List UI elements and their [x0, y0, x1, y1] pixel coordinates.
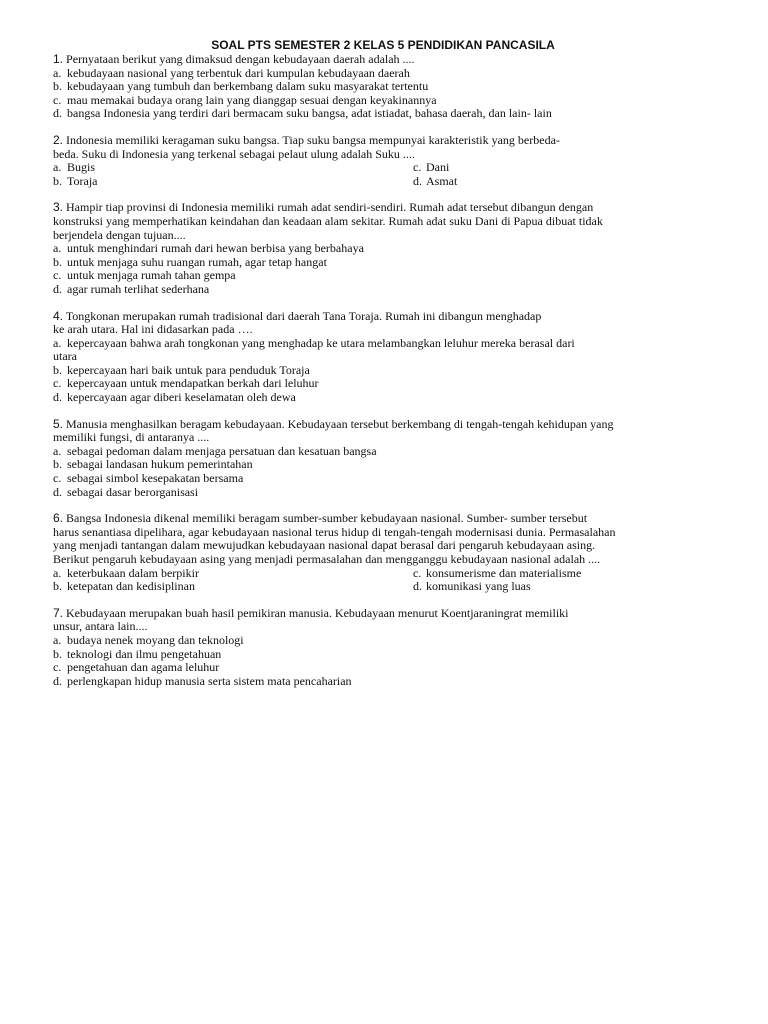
question-text: Kebudayaan merupakan buah hasil pemikiran manusia. Kebudayaan menurut Koentjaraningrat memiliki: [66, 605, 569, 620]
option-text: sebagai dasar berorganisasi: [67, 484, 199, 499]
document-title: SOAL PTS SEMESTER 2 KELAS 5 PENDIDIKAN PANCASILA: [211, 38, 555, 52]
option-a: [53, 67, 713, 81]
option-text: konsumerisme dan materialisme: [426, 565, 582, 580]
option-text: Toraja: [67, 173, 98, 188]
option-letter: b.: [53, 254, 62, 269]
question-number: 5.: [53, 416, 64, 431]
option-letter: b.: [53, 579, 62, 594]
option-text: sebagai pedoman dalam menjaga persatuan dan kesatuan bangsa: [67, 443, 377, 458]
option-letter: c.: [53, 92, 62, 107]
option-letter: d.: [413, 579, 422, 594]
option-letter: d.: [53, 390, 62, 405]
option-letter: d.: [413, 173, 422, 188]
option-letter: d.: [53, 484, 62, 499]
option-text: bangsa Indonesia yang terdiri dari bermacam suku bangsa, adat istiadat, bahasa daerah, dan lain- lain: [67, 106, 552, 121]
option-text: Bugis: [67, 160, 96, 175]
question-4-line-2: ke arah utara. Hal ini didasarkan pada ….: [53, 322, 253, 337]
option-text: kepercayaan untuk mendapatkan berkah dari leluhur: [67, 376, 319, 391]
question-5-line-1: [53, 418, 713, 432]
question-2: [53, 134, 713, 188]
option-b: [53, 458, 713, 472]
option-c: [53, 472, 713, 486]
option-b: [53, 80, 713, 94]
option-text: mau memakai budaya orang lain yang dianggap sesuai dengan keyakinannya: [67, 92, 437, 107]
question-6: [53, 512, 713, 594]
option-d: [53, 283, 713, 297]
option-b: [53, 364, 713, 378]
question-3-line-2: konstruksi yang memperhatikan keindahan dan keadaan alam sekitar. Rumah adat suku Dani di Papua dibuat tidak: [53, 213, 603, 228]
option-letter: a.: [53, 565, 62, 580]
option-text: Dani: [426, 160, 450, 175]
question-1: [53, 53, 713, 121]
question-5: [53, 418, 713, 500]
option-letter: b.: [53, 457, 62, 472]
question-text: Hampir tiap provinsi di Indonesia memiliki rumah adat sendiri-sendiri. Rumah adat tersebut dibangun dengan: [66, 200, 594, 215]
option-d: [53, 675, 713, 689]
option-letter: c.: [413, 160, 422, 175]
option-b: [53, 256, 713, 270]
question-2-line-1: [53, 134, 713, 148]
question-number: 1.: [53, 52, 64, 66]
question-number: 2.: [53, 132, 64, 147]
option-letter: c.: [53, 471, 62, 486]
question-7-line-2: unsur, antara lain....: [53, 619, 148, 634]
option-b: [53, 580, 413, 594]
question-1-line-1: [53, 53, 713, 67]
option-a: [53, 445, 713, 459]
option-text: kepercayaan agar diberi keselamatan oleh dewa: [67, 390, 296, 405]
option-grid: [53, 567, 713, 594]
question-6-line-1: [53, 512, 713, 526]
question-text: Pernyataan berikut yang dimaksud dengan kebudayaan daerah adalah ....: [66, 52, 415, 66]
question-6-line-2: harus senantiasa dipelihara, agar kebudayaan nasional terus hidup di tengah-tengah modernisasi dunia. Permasalahan: [53, 524, 616, 539]
option-b: [53, 175, 413, 189]
option-letter: c.: [53, 660, 62, 675]
option-grid: [53, 161, 713, 188]
option-d: [53, 391, 713, 405]
option-letter: c.: [413, 565, 422, 580]
option-text: kebudayaan yang tumbuh dan berkembang dalam suku masyarakat tertentu: [67, 79, 429, 94]
option-text: budaya nenek moyang dan teknologi: [67, 632, 244, 647]
option-a: [53, 337, 713, 351]
option-letter: d.: [53, 106, 62, 121]
option-text: sebagai landasan hukum pemerintahan: [67, 457, 253, 472]
option-d: [53, 107, 713, 121]
option-text: sebagai simbol kesepakatan bersama: [67, 471, 244, 486]
option-c: [53, 377, 713, 391]
option-letter: b.: [53, 362, 62, 377]
option-c: [413, 161, 713, 175]
option-text: ketepatan dan kedisiplinan: [67, 579, 195, 594]
option-text: agar rumah terlihat sederhana: [67, 281, 210, 296]
option-text: untuk menjaga suhu ruangan rumah, agar tetap hangat: [67, 254, 327, 269]
question-6-line-3: yang menjadi tantangan dalam mewujudkan kebudayaan nasional dapat berasal dari pengaruh kebudayaan asing.: [53, 538, 596, 553]
option-text: keterbukaan dalam berpikir: [67, 565, 199, 580]
question-3: [53, 201, 713, 296]
option-letter: a.: [53, 241, 62, 256]
option-d: [413, 175, 713, 189]
question-4-line-1: [53, 310, 713, 324]
question-text: Bangsa Indonesia dikenal memiliki beragam sumber-sumber kebudayaan nasional. Sumber- sumber tersebut: [66, 511, 588, 526]
option-letter: a.: [53, 632, 62, 647]
option-letter: c.: [53, 268, 62, 283]
option-c: [53, 269, 713, 283]
option-d: [413, 580, 713, 594]
option-text: kepercayaan hari baik untuk para penduduk Toraja: [67, 362, 310, 377]
question-7: [53, 607, 713, 689]
option-text: kepercayaan bahwa arah tongkonan yang menghadap ke utara melambangkan leluhur mereka berasal dari: [67, 335, 575, 350]
option-c: [53, 94, 713, 108]
question-text: Indonesia memiliki keragaman suku bangsa. Tiap suku bangsa mempunyai karakteristik yang berbeda-: [66, 132, 560, 147]
option-text: pengetahuan dan agama leluhur: [67, 660, 220, 675]
question-2-line-2: beda. Suku di Indonesia yang terkenal sebagai pelaut ulung adalah Suku ....: [53, 146, 415, 161]
option-a: [53, 567, 413, 581]
option-text: kebudayaan nasional yang terbentuk dari kumpulan kebudayaan daerah: [67, 65, 410, 80]
option-letter: b.: [53, 646, 62, 661]
option-a: [53, 634, 713, 648]
option-letter: b.: [53, 79, 62, 94]
option-text: teknologi dan ilmu pengetahuan: [67, 646, 222, 661]
option-b: [53, 648, 713, 662]
question-number: 4.: [53, 308, 64, 323]
question-7-line-1: [53, 607, 713, 621]
exam-page: [53, 38, 713, 701]
question-3-line-3: berjendela dengan tujuan....: [53, 227, 186, 242]
option-letter: b.: [53, 173, 62, 188]
question-4: [53, 310, 713, 405]
option-letter: d.: [53, 673, 62, 688]
option-letter: a.: [53, 160, 62, 175]
option-text: komunikasi yang luas: [426, 579, 531, 594]
option-text: untuk menjaga rumah tahan gempa: [67, 268, 236, 283]
option-letter: a.: [53, 443, 62, 458]
question-text: Tongkonan merupakan rumah tradisional dari daerah Tana Toraja. Rumah ini dibangun menghadap: [65, 308, 542, 323]
question-number: 6.: [53, 511, 64, 526]
option-letter: a.: [53, 65, 62, 80]
question-text: Manusia menghasilkan beragam kebudayaan. Kebudayaan tersebut berkembang di tengah-tengah kehidupan yang: [66, 416, 614, 431]
question-5-line-2: memiliki fungsi, di antaranya ....: [53, 430, 210, 445]
option-letter: d.: [53, 281, 62, 296]
option-text: perlengkapan hidup manusia serta sistem mata pencaharian: [67, 673, 352, 688]
question-3-line-1: [53, 201, 713, 215]
option-letter: a.: [53, 335, 62, 350]
option-a: [53, 242, 713, 256]
option-d: [53, 486, 713, 500]
question-6-line-4: Berikut pengaruh kebudayaan asing yang menjadi permasalahan dan mengganggu kebudayaan nasional adalah ....: [53, 552, 601, 566]
question-number: 7.: [53, 605, 64, 620]
option-a: [53, 161, 413, 175]
option-text: untuk menghindari rumah dari hewan berbisa yang berbahaya: [67, 241, 364, 256]
option-c: [53, 661, 713, 675]
option-c: [413, 567, 713, 581]
question-number: 3.: [53, 200, 64, 215]
option-text: Asmat: [426, 173, 458, 188]
option-a-continuation: utara: [53, 349, 77, 364]
option-letter: c.: [53, 376, 62, 391]
